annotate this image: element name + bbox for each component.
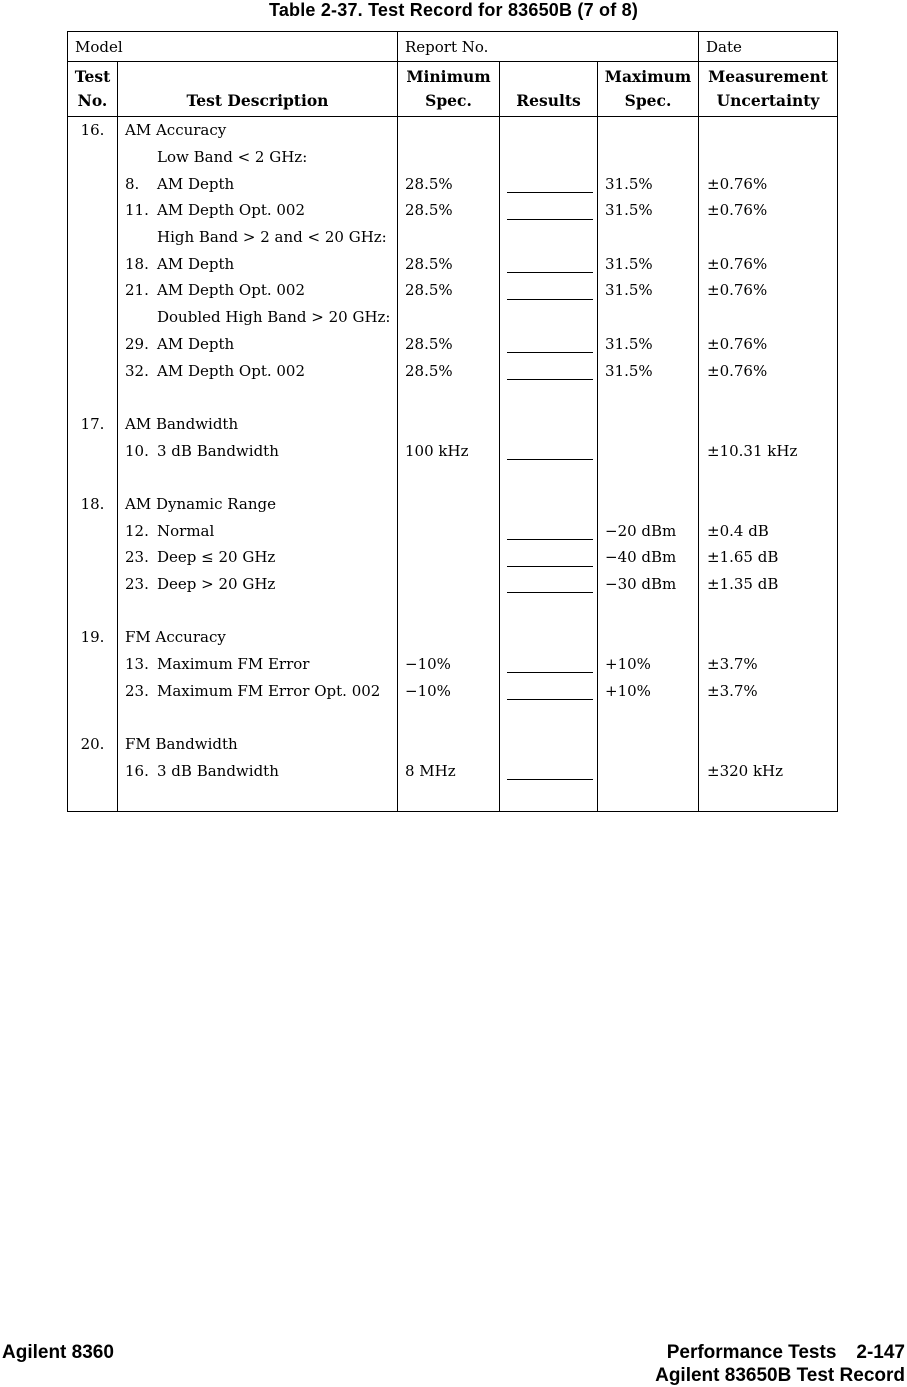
minimum-spec-cell: 28.5% (398, 277, 500, 304)
description-cell (118, 250, 398, 277)
description-cell (118, 197, 398, 224)
results-cell (500, 651, 598, 678)
item-number: 23. (125, 681, 149, 700)
test-no-cell (68, 331, 118, 358)
table-row (68, 117, 837, 144)
result-blank-line (507, 779, 593, 780)
description-cell (118, 224, 398, 251)
maximum-spec-cell (598, 491, 699, 518)
maximum-spec-cell (598, 624, 699, 651)
description-text: Doubled High Band > 20 GHz: (157, 308, 391, 327)
col-header-line: Spec. (425, 91, 472, 110)
test-no-cell (68, 144, 118, 171)
test-no-cell (68, 357, 118, 384)
maximum-spec-cell: +10% (598, 651, 699, 678)
report-no-label: Report No. (405, 37, 489, 56)
description-text: Maximum FM Error Opt. 002 (157, 681, 381, 700)
description-cell (118, 624, 398, 651)
maximum-spec-cell: 31.5% (598, 331, 699, 358)
results-cell (500, 758, 598, 785)
maximum-spec-cell: 31.5% (598, 357, 699, 384)
table-row (68, 357, 837, 384)
col-header-line: Test Description (186, 91, 329, 110)
col-header-uncertainty (699, 62, 837, 116)
description-text: AM Depth (157, 254, 235, 273)
test-no-cell (68, 517, 118, 544)
results-cell (500, 731, 598, 758)
item-number: 16. (125, 761, 149, 780)
footer-right-block (655, 1341, 905, 1387)
table-row (68, 197, 837, 224)
maximum-spec-cell (598, 597, 699, 624)
table-row (68, 491, 837, 518)
footer-page-number: 2-147 (856, 1342, 905, 1363)
result-blank-line (507, 459, 593, 460)
uncertainty-cell: ±320 kHz (707, 761, 784, 780)
results-cell (500, 250, 598, 277)
minimum-spec-cell (398, 784, 500, 811)
item-number: 29. (125, 334, 149, 353)
model-field (68, 32, 398, 61)
test-no-cell (68, 677, 118, 704)
results-cell (500, 517, 598, 544)
uncertainty-cell: ±3.7% (707, 681, 758, 700)
table-row (68, 304, 837, 331)
description-cell (118, 384, 398, 411)
test-no-cell (68, 170, 118, 197)
result-blank-line (507, 699, 593, 700)
table-row (68, 758, 837, 785)
test-no-cell (68, 544, 118, 571)
table-row (68, 437, 837, 464)
test-no-cell (68, 571, 118, 598)
minimum-spec-cell (398, 731, 500, 758)
minimum-spec-cell (398, 224, 500, 251)
uncertainty-cell (699, 731, 837, 758)
model-label: Model (75, 37, 123, 56)
test-no-cell (68, 224, 118, 251)
minimum-spec-cell: 28.5% (398, 197, 500, 224)
results-cell (500, 544, 598, 571)
description-cell (118, 517, 398, 544)
description-text: AM Accuracy (125, 121, 227, 140)
description-cell (118, 411, 398, 438)
results-cell (500, 411, 598, 438)
col-header-line: Test (74, 67, 111, 86)
table-row (68, 677, 837, 704)
minimum-spec-cell (398, 571, 500, 598)
test-no-cell (68, 304, 118, 331)
description-text: High Band > 2 and < 20 GHz: (157, 228, 387, 247)
table-info-row (68, 32, 837, 62)
col-header-line: Uncertainty (716, 91, 820, 110)
test-no-cell (68, 704, 118, 731)
results-cell (500, 571, 598, 598)
maximum-spec-cell (598, 411, 699, 438)
description-cell (118, 331, 398, 358)
footer-product: Agilent 8360 (2, 1342, 114, 1363)
minimum-spec-cell (398, 144, 500, 171)
uncertainty-cell: ±10.31 kHz (707, 441, 798, 460)
minimum-spec-cell: −10% (398, 677, 500, 704)
description-cell (118, 758, 398, 785)
uncertainty-cell (699, 704, 837, 731)
maximum-spec-cell: −20 dBm (598, 517, 699, 544)
table-row (68, 651, 837, 678)
table-row (68, 731, 837, 758)
uncertainty-cell: ±3.7% (707, 655, 758, 674)
minimum-spec-cell (398, 544, 500, 571)
item-number: 11. (125, 201, 149, 220)
table-row (68, 464, 837, 491)
description-cell (118, 491, 398, 518)
result-blank-line (507, 192, 593, 193)
uncertainty-cell (699, 624, 837, 651)
description-text: AM Dynamic Range (125, 494, 276, 513)
description-text: AM Depth (157, 334, 235, 353)
item-number: 21. (125, 281, 149, 300)
result-blank-line (507, 672, 593, 673)
item-number: 10. (125, 441, 149, 460)
description-cell (118, 117, 398, 144)
footer-section: Performance Tests (666, 1342, 837, 1363)
footer-doc-title: Agilent 83650B Test Record (655, 1365, 905, 1386)
uncertainty-cell (699, 784, 837, 811)
maximum-spec-cell (598, 304, 699, 331)
description-cell (118, 464, 398, 491)
result-blank-line (507, 592, 593, 593)
maximum-spec-cell (598, 117, 699, 144)
uncertainty-cell: ±0.76% (707, 281, 768, 300)
minimum-spec-cell: 28.5% (398, 250, 500, 277)
table-row (68, 170, 837, 197)
item-number: 13. (125, 655, 149, 674)
result-blank-line (507, 219, 593, 220)
test-record-table (67, 31, 838, 812)
minimum-spec-cell (398, 491, 500, 518)
test-no-cell: 19. (68, 624, 118, 651)
result-blank-line (507, 379, 593, 380)
table-row (68, 784, 837, 811)
maximum-spec-cell: −40 dBm (598, 544, 699, 571)
uncertainty-cell (699, 411, 837, 438)
results-cell (500, 624, 598, 651)
test-no-cell: 20. (68, 731, 118, 758)
results-cell (500, 677, 598, 704)
uncertainty-cell (699, 597, 837, 624)
results-cell (500, 144, 598, 171)
test-no-cell (68, 250, 118, 277)
description-cell (118, 170, 398, 197)
uncertainty-cell: ±1.35 dB (707, 575, 779, 594)
maximum-spec-cell (598, 437, 699, 464)
results-cell (500, 331, 598, 358)
maximum-spec-cell: 31.5% (598, 277, 699, 304)
report-no-field (398, 32, 699, 61)
date-label: Date (706, 37, 742, 56)
description-text: Normal (157, 521, 215, 540)
minimum-spec-cell (398, 411, 500, 438)
description-cell (118, 544, 398, 571)
results-cell (500, 117, 598, 144)
test-no-cell (68, 384, 118, 411)
uncertainty-cell: ±0.76% (707, 201, 768, 220)
table-row (68, 250, 837, 277)
uncertainty-cell: ±0.76% (707, 361, 768, 380)
test-no-cell (68, 464, 118, 491)
maximum-spec-cell (598, 704, 699, 731)
maximum-spec-cell: −30 dBm (598, 571, 699, 598)
test-no-cell: 16. (68, 117, 118, 144)
test-no-cell (68, 197, 118, 224)
results-cell (500, 170, 598, 197)
table-body (68, 117, 837, 811)
minimum-spec-cell (398, 517, 500, 544)
maximum-spec-cell (598, 784, 699, 811)
result-blank-line (507, 352, 593, 353)
table-row (68, 544, 837, 571)
description-text: FM Bandwidth (125, 735, 238, 754)
footer-section-line (655, 1341, 905, 1364)
description-cell (118, 277, 398, 304)
minimum-spec-cell: 28.5% (398, 170, 500, 197)
description-text: FM Accuracy (125, 628, 226, 647)
maximum-spec-cell: 31.5% (598, 250, 699, 277)
description-cell (118, 651, 398, 678)
col-header-line: No. (77, 91, 108, 110)
results-cell (500, 277, 598, 304)
minimum-spec-cell (398, 384, 500, 411)
maximum-spec-cell: 31.5% (598, 170, 699, 197)
item-number: 23. (125, 575, 149, 594)
maximum-spec-cell: +10% (598, 677, 699, 704)
table-row (68, 411, 837, 438)
uncertainty-cell: ±0.76% (707, 174, 768, 193)
minimum-spec-cell: 28.5% (398, 331, 500, 358)
results-cell (500, 704, 598, 731)
maximum-spec-cell (598, 731, 699, 758)
result-blank-line (507, 566, 593, 567)
description-cell (118, 704, 398, 731)
uncertainty-cell: ±0.76% (707, 254, 768, 273)
table-row (68, 571, 837, 598)
table-row (68, 331, 837, 358)
description-cell (118, 571, 398, 598)
description-text: AM Depth (157, 174, 235, 193)
minimum-spec-cell (398, 304, 500, 331)
uncertainty-cell (699, 464, 837, 491)
col-header-maximum-spec (598, 62, 699, 116)
result-blank-line (507, 299, 593, 300)
test-no-cell: 17. (68, 411, 118, 438)
item-number: 18. (125, 254, 149, 273)
uncertainty-cell (699, 384, 837, 411)
results-cell (500, 464, 598, 491)
col-header-minimum-spec (398, 62, 500, 116)
table-row (68, 224, 837, 251)
results-cell (500, 304, 598, 331)
uncertainty-cell: ±0.76% (707, 334, 768, 353)
table-row (68, 704, 837, 731)
test-no-cell (68, 437, 118, 464)
results-cell (500, 197, 598, 224)
uncertainty-cell: ±0.4 dB (707, 521, 769, 540)
minimum-spec-cell: 100 kHz (398, 437, 500, 464)
col-header-description (118, 62, 398, 116)
maximum-spec-cell (598, 224, 699, 251)
description-text: AM Depth Opt. 002 (157, 361, 306, 380)
results-cell (500, 357, 598, 384)
table-header-row (68, 62, 837, 117)
test-no-cell (68, 651, 118, 678)
minimum-spec-cell: 8 MHz (398, 758, 500, 785)
results-cell (500, 437, 598, 464)
description-cell (118, 144, 398, 171)
test-no-cell (68, 277, 118, 304)
col-header-line: Minimum (406, 67, 491, 86)
item-number: 12. (125, 521, 149, 540)
description-text: 3 dB Bandwidth (157, 441, 279, 460)
col-header-line: Measurement (708, 67, 828, 86)
uncertainty-cell (699, 304, 837, 331)
description-cell (118, 304, 398, 331)
item-number: 23. (125, 548, 149, 567)
col-header-results (500, 62, 598, 116)
uncertainty-cell (699, 117, 837, 144)
maximum-spec-cell (598, 464, 699, 491)
minimum-spec-cell (398, 117, 500, 144)
minimum-spec-cell (398, 464, 500, 491)
description-text: AM Depth Opt. 002 (157, 201, 306, 220)
table-row (68, 144, 837, 171)
table-row (68, 517, 837, 544)
result-blank-line (507, 272, 593, 273)
date-field (699, 32, 837, 61)
uncertainty-cell: ±1.65 dB (707, 548, 779, 567)
description-text: Deep > 20 GHz (157, 575, 276, 594)
maximum-spec-cell: 31.5% (598, 197, 699, 224)
minimum-spec-cell (398, 597, 500, 624)
item-number: 32. (125, 361, 149, 380)
description-text: AM Bandwidth (125, 414, 239, 433)
uncertainty-cell (699, 224, 837, 251)
maximum-spec-cell (598, 758, 699, 785)
description-text: Maximum FM Error (157, 655, 310, 674)
col-header-line: Results (516, 91, 581, 110)
results-cell (500, 384, 598, 411)
minimum-spec-cell: 28.5% (398, 357, 500, 384)
maximum-spec-cell (598, 144, 699, 171)
description-text: 3 dB Bandwidth (157, 761, 279, 780)
description-cell (118, 357, 398, 384)
results-cell (500, 784, 598, 811)
uncertainty-cell (699, 144, 837, 171)
table-row (68, 277, 837, 304)
test-no-cell: 18. (68, 491, 118, 518)
results-cell (500, 224, 598, 251)
description-text: Deep ≤ 20 GHz (157, 548, 276, 567)
maximum-spec-cell (598, 384, 699, 411)
description-cell (118, 597, 398, 624)
description-cell (118, 677, 398, 704)
description-cell (118, 437, 398, 464)
table-row (68, 624, 837, 651)
uncertainty-cell (699, 491, 837, 518)
item-number: 8. (125, 174, 140, 193)
table-row (68, 597, 837, 624)
page-title: Table 2-37. Test Record for 83650B (7 of 8) (268, 0, 639, 20)
description-text: Low Band < 2 GHz: (157, 148, 308, 167)
minimum-spec-cell (398, 704, 500, 731)
test-no-cell (68, 784, 118, 811)
col-header-test-no (68, 62, 118, 116)
col-header-line: Spec. (624, 91, 672, 110)
test-no-cell (68, 597, 118, 624)
test-no-cell (68, 758, 118, 785)
col-header-line: Maximum (604, 67, 692, 86)
result-blank-line (507, 539, 593, 540)
description-text: AM Depth Opt. 002 (157, 281, 306, 300)
results-cell (500, 491, 598, 518)
minimum-spec-cell: −10% (398, 651, 500, 678)
results-cell (500, 597, 598, 624)
description-cell (118, 784, 398, 811)
description-cell (118, 731, 398, 758)
table-row (68, 384, 837, 411)
minimum-spec-cell (398, 624, 500, 651)
